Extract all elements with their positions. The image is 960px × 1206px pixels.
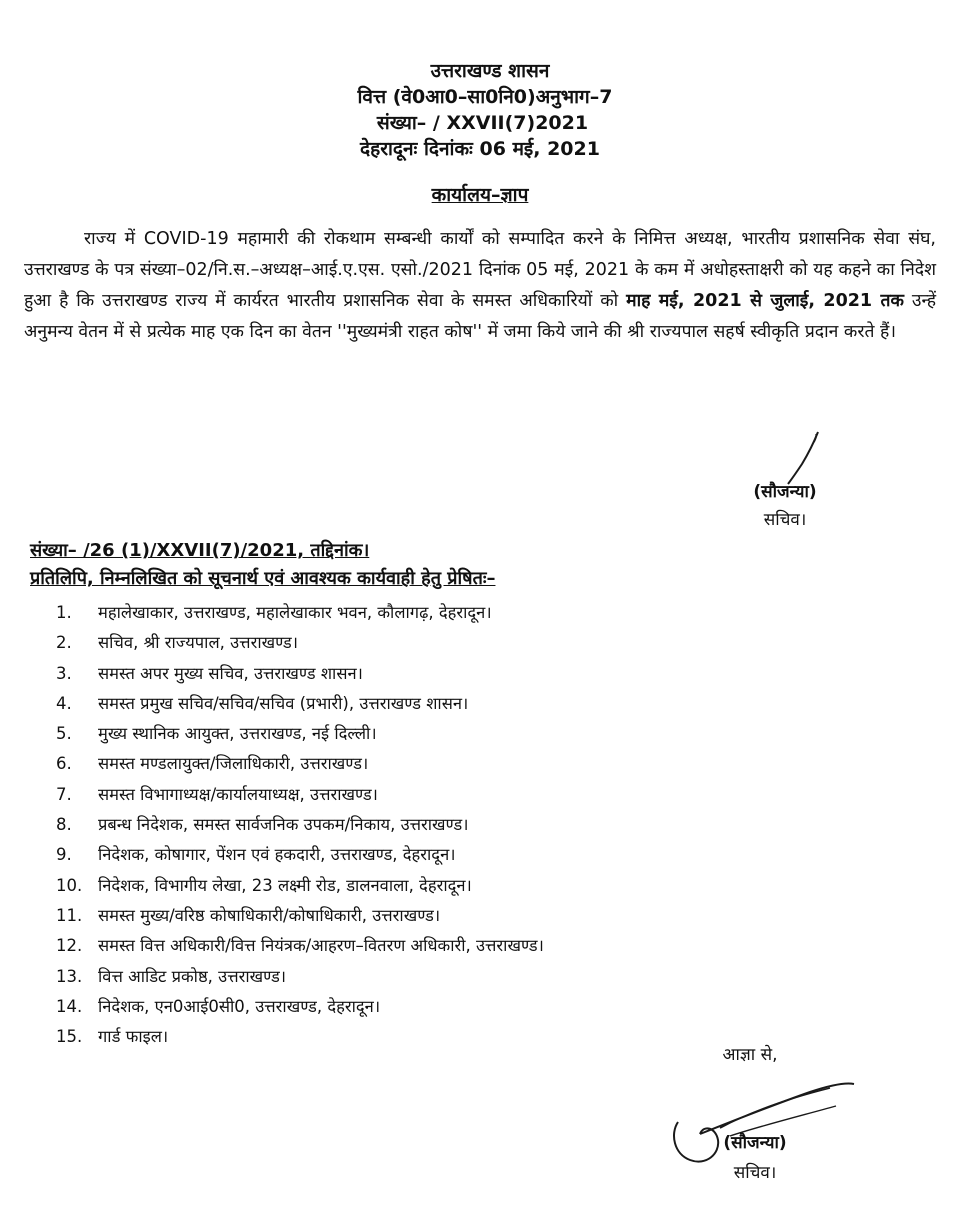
list-item-number: 6. [56,754,72,774]
list-item-text: निदेशक, कोषागार, पेंशन एवं हकदारी, उत्तराखण्ड, देहरादून। [98,845,456,865]
list-item [56,598,544,628]
list-item [56,962,544,992]
list-item [56,628,544,658]
distribution-list [56,598,544,1052]
letter-number: संख्या– / XXVII(7)2021 [376,112,589,134]
list-item-text: समस्त वित्त अधिकारी/वित्त नियंत्रक/आहरण–वितरण अधिकारी, उत्तराखण्ड। [98,936,544,956]
reference-number: संख्या– /26 (1)/XXVII(7)/2021, तद्दिनांक। [30,540,370,561]
list-item-text: समस्त मण्डलायुक्त/जिलाधिकारी, उत्तराखण्ड। [98,754,369,774]
list-item-number: 11. [56,905,83,925]
list-item [56,810,544,840]
department-name: वित्त (वे0आ0–सा0नि0)अनुभाग–7 [357,86,613,108]
list-item-text: गार्ड फाइल। [98,1027,169,1047]
list-item-number: 14. [56,996,83,1016]
list-item-number: 12. [56,936,83,956]
body-text-highlight: माह मई, 2021 से जुलाई, 2021 तक [626,291,904,311]
list-item-number: 15. [56,1027,83,1047]
list-item [56,1022,544,1052]
list-item-text: समस्त प्रमुख सचिव/सचिव/सचिव (प्रभारी), उत्तराखण्ड शासन। [98,693,469,713]
list-item-number: 5. [56,724,72,744]
list-item-number: 7. [56,784,72,804]
signature-designation-1: सचिव। [763,510,807,530]
signature-block-2 [700,1128,810,1188]
list-item-text: समस्त मुख्य/वरिष्ठ कोषाधिकारी/कोषाधिकारी, उत्तराखण्ड। [98,905,441,925]
list-item-text: सचिव, श्री राज्यपाल, उत्तराखण्ड। [98,633,299,653]
list-item-text: समस्त अपर मुख्य सचिव, उत्तराखण्ड शासन। [98,663,363,683]
signature-designation-2: सचिव। [733,1163,777,1183]
order-by: आज्ञा से, [722,1045,778,1065]
list-item-text: महालेखाकार, उत्तराखण्ड, महालेखाकार भवन, कौलागढ़, देहरादून। [98,603,492,622]
document-header [0,58,960,162]
memo-body [24,224,936,348]
list-item [56,659,544,689]
list-item [56,931,544,961]
list-item [56,901,544,931]
list-item-text: निदेशक, एन0आई0सी0, उत्तराखण्ड, देहरादून। [98,996,381,1016]
copy-to-heading: प्रतिलिपि, निम्नलिखित को सूचनार्थ एवं आवश्यक कार्यवाही हेतु प्रेषितः– [30,568,496,589]
list-item-text: मुख्य स्थानिक आयुक्त, उत्तराखण्ड, नई दिल्ली। [98,724,377,744]
list-item-number: 9. [56,845,72,865]
signature-block-1 [720,478,850,534]
government-name: उत्तराखण्ड शासन [430,60,550,82]
list-item [56,840,544,870]
list-item-number: 8. [56,815,72,835]
list-item-text: समस्त विभागाध्यक्ष/कार्यालयाध्यक्ष, उत्तराखण्ड। [98,784,378,804]
body-text-after: उन्हें अनुमन्य वेतन में से प्रत्येक माह एक दिन का वेतन ''मुख्यमंत्री राहत कोष'' में जमा किये जाने की श्री राज्यपाल सहर्ष स्वीकृति प्रदान करते हैं। [24,291,936,342]
body-text-before: राज्य में COVID-19 महामारी की रोकथाम सम्बन्धी कार्यों को सम्पादित करने के निमित्त अध्यक्ष, भारतीय प्रशासनिक सेवा संघ, उत्तराखण्ड के पत्र संख्या–02/नि.स.–अध्यक्ष–आई.ए.एस. एसो./2021 दिनांक 05 मई, 2021 के कम में अधोहस्ताक्षरी को यह कहने का निदेश हुआ है कि उत्तराखण्ड राज्य में कार्यरत भारतीय प्रशासनिक सेवा के समस्त अधिकारियों को [24,229,936,311]
list-item [56,780,544,810]
list-item [56,749,544,779]
list-item-number: 1. [56,603,72,622]
list-item-text: प्रबन्ध निदेशक, समस्त सार्वजनिक उपकम/निकाय, उत्तराखण्ड। [98,815,469,835]
memo-title: कार्यालय–ज्ञाप [431,184,529,206]
list-item-text: वित्त आडिट प्रकोष्ठ, उत्तराखण्ड। [98,966,287,986]
list-item-number: 2. [56,633,72,653]
list-item-number: 10. [56,875,83,895]
signature-courtesy-2: (सौजन्या) [723,1133,787,1153]
signature-courtesy-1: (सौजन्या) [753,482,817,502]
list-item [56,719,544,749]
list-item-number: 4. [56,693,72,713]
list-item [56,871,544,901]
list-item [56,689,544,719]
place-date: देहरादूनः दिनांकः 06 मई, 2021 [360,138,600,160]
list-item-text: निदेशक, विभागीय लेखा, 23 लक्ष्मी रोड, डालनवाला, देहरादून। [98,875,472,895]
list-item-number: 13. [56,966,83,986]
list-item-number: 3. [56,663,72,683]
list-item [56,992,544,1022]
